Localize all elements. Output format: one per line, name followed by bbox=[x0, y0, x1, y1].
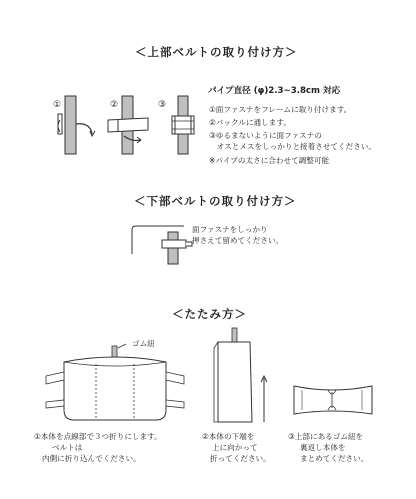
pipe-diameter-spec: パイプ直径 (φ)2.3~3.8cm 対応 bbox=[208, 86, 341, 96]
step-number-1: ① bbox=[53, 100, 62, 110]
step-number-3: ③ bbox=[158, 100, 167, 110]
top-step-line-4: オスとメスをしっかりと接着させてください。 bbox=[209, 142, 376, 151]
adjustment-note: ※パイプの太さに合わせて調整可能 bbox=[209, 156, 330, 165]
bottom-belt-illustration bbox=[130, 218, 196, 266]
fold-illustration-2 bbox=[212, 326, 282, 430]
bottom-belt-line-2: 押さえて留めてください。 bbox=[192, 236, 284, 245]
fold-step-1-line-3: 内側に折り込んでください。 bbox=[42, 454, 141, 463]
top-step-line-2: ②バックルに通します。 bbox=[209, 118, 291, 127]
fold-step-2-line-3: 折ってください。 bbox=[210, 454, 271, 463]
bottom-belt-line-1: 面ファスナをしっかり bbox=[192, 225, 268, 234]
folding-heading: ＜たたみ方＞ bbox=[172, 307, 247, 321]
fold-step-3-line-2: 裏返し本体を bbox=[300, 443, 346, 452]
pipe-illustration-1 bbox=[50, 94, 100, 156]
step-number-2: ② bbox=[110, 100, 119, 110]
fold-step-3-line-1: ③上部にあるゴム紐を bbox=[288, 432, 364, 441]
bottom-belt-heading: ＜下部ベルトの取り付け方＞ bbox=[134, 194, 297, 208]
fold-illustration-1 bbox=[44, 340, 189, 430]
fold-step-2-line-2: 上に向かって bbox=[212, 443, 258, 452]
top-step-line-1: ①面ファスナをフレームに取り付けます。 bbox=[209, 105, 352, 114]
top-belt-heading: ＜上部ベルトの取り付け方＞ bbox=[135, 45, 298, 59]
fold-step-1-line-2: ベルトは bbox=[52, 443, 83, 452]
fold-illustration-3 bbox=[288, 380, 378, 420]
rubber-cord-label: ゴム紐 bbox=[132, 339, 155, 348]
fold-step-2-line-1: ②本体の下端を bbox=[202, 432, 255, 441]
pipe-illustration-2 bbox=[104, 94, 154, 156]
fold-step-3-line-3: まとめてください。 bbox=[300, 454, 369, 463]
top-step-line-3: ③ゆるまないように面ファスナの bbox=[209, 131, 322, 140]
pipe-illustration-3 bbox=[158, 94, 198, 156]
fold-step-1-line-1: ①本体を点線部で３つ折りにします。 bbox=[34, 432, 162, 441]
